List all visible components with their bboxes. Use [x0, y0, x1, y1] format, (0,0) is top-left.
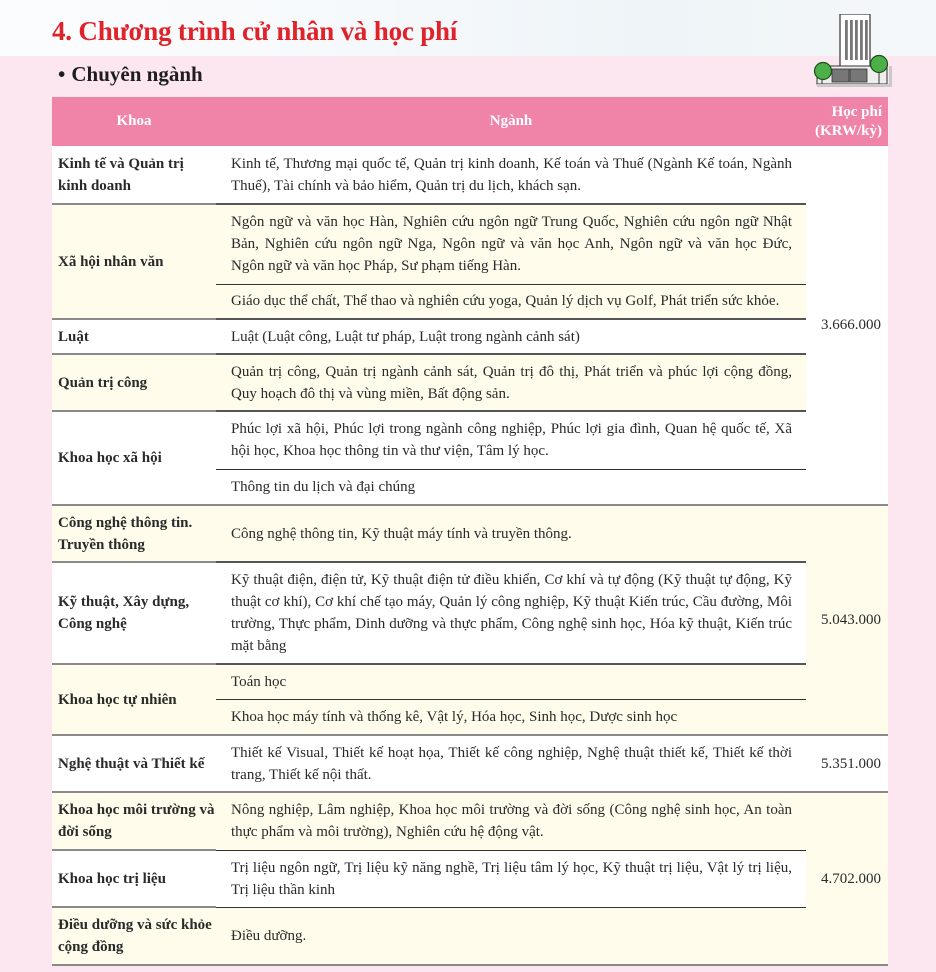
faculty-cell: Khoa học tự nhiên: [52, 664, 216, 735]
majors-fee-table: [52, 97, 888, 966]
majors-cell: Quản trị công, Quản trị ngành cảnh sát, Quản trị đô thị, Phát triển và phúc lợi cộng đồng, Quy hoạch đô thị và vùng miền, Bất động sản.: [216, 354, 806, 411]
fee-cell: 4.702.000: [806, 792, 888, 965]
table-row: [52, 319, 888, 354]
table-row: [52, 792, 888, 850]
faculty-cell: Điều dưỡng và sức khỏe cộng đồng: [52, 907, 216, 965]
header-faculty: Khoa: [52, 97, 216, 146]
building-icon: [812, 14, 892, 94]
majors-cell: Điều dưỡng.: [216, 907, 806, 965]
fee-cell: 3.666.000: [806, 146, 888, 505]
faculty-cell: Khoa học trị liệu: [52, 850, 216, 907]
faculty-cell: Khoa học môi trường và đời sống: [52, 792, 216, 850]
majors-cell: Giáo dục thể chất, Thể thao và nghiên cứu yoga, Quản lý dịch vụ Golf, Phát triển sức khỏe.: [216, 284, 806, 319]
table-row: [52, 664, 888, 699]
majors-cell: Ngôn ngữ và văn học Hàn, Nghiên cứu ngôn ngữ Trung Quốc, Nghiên cứu ngôn ngữ Nhật Bản, Nghiên cứu ngôn ngữ Nga, Ngôn ngữ và văn học Anh, Ngôn ngữ và văn học Đức, Ngôn ngữ và văn học Pháp, Sư phạm tiếng Hàn.: [216, 204, 806, 284]
table-row: [52, 411, 888, 469]
majors-cell: Toán học: [216, 664, 806, 699]
majors-cell: Phúc lợi xã hội, Phúc lợi trong ngành công nghiệp, Phúc lợi gia đình, Quan hệ quốc tế, Xã hội học, Khoa học thông tin và thư viện, Tâm lý học.: [216, 411, 806, 469]
table-header-row: [52, 97, 888, 146]
table-row: [52, 204, 888, 284]
faculty-cell: Xã hội nhân văn: [52, 204, 216, 319]
majors-cell: Trị liệu ngôn ngữ, Trị liệu kỹ năng nghề, Trị liệu tâm lý học, Kỹ thuật trị liệu, Vật lý trị liệu, Trị liệu thần kinh: [216, 850, 806, 907]
table-row: [52, 505, 888, 562]
majors-cell: Nông nghiệp, Lâm nghiệp, Khoa học môi trường và đời sống (Công nghệ sinh học, An toàn thực phẩm và môi trường), Nghiên cứu hệ động vật.: [216, 792, 806, 850]
faculty-cell: Kinh tế và Quản trị kinh doanh: [52, 146, 216, 204]
table-row: [52, 146, 888, 204]
majors-cell: Thiết kế Visual, Thiết kế hoạt họa, Thiết kế công nghiệp, Nghệ thuật thiết kế, Thiết kế thời trang, Thiết kế nội thất.: [216, 735, 806, 792]
header-majors: Ngành: [216, 97, 806, 146]
majors-cell: Công nghệ thông tin, Kỹ thuật máy tính và truyền thông.: [216, 505, 806, 562]
faculty-cell: Công nghệ thông tin. Truyền thông: [52, 505, 216, 562]
table-row: [52, 562, 888, 664]
majors-cell: Kinh tế, Thương mại quốc tế, Quản trị kinh doanh, Kế toán và Thuế (Ngành Kế toán, Ngành Thuế), Tài chính và bảo hiểm, Quản trị du lịch, khách sạn.: [216, 146, 806, 204]
header-fee: Học phí (KRW/kỳ): [806, 97, 888, 146]
majors-cell: Khoa học máy tính và thống kê, Vật lý, Hóa học, Sinh học, Dược sinh học: [216, 699, 806, 735]
bullet: •: [58, 62, 66, 86]
faculty-cell: Nghệ thuật và Thiết kế: [52, 735, 216, 792]
faculty-cell: Quản trị công: [52, 354, 216, 411]
table-row: [52, 735, 888, 792]
faculty-cell: Khoa học xã hội: [52, 411, 216, 505]
faculty-cell: Luật: [52, 319, 216, 354]
fee-cell: 5.043.000: [806, 505, 888, 735]
table-row: [52, 354, 888, 411]
majors-cell: Thông tin du lịch và đại chúng: [216, 469, 806, 505]
page-title: 4. Chương trình cử nhân và học phí: [52, 16, 458, 46]
subtitle-text: Chuyên ngành: [71, 62, 203, 86]
table-row: [52, 850, 888, 907]
section-subtitle: [58, 62, 203, 87]
fee-cell: 5.351.000: [806, 735, 888, 792]
majors-cell: Kỹ thuật điện, điện tử, Kỹ thuật điện tử điều khiển, Cơ khí và tự động (Kỹ thuật tự động, Kỹ thuật cơ khí), Cơ khí chế tạo máy, Quản lý công nghiệp, Kỹ thuật Kiến trúc, Cầu đường, Môi trường, Thực phẩm, Dinh dưỡng và thực phẩm, Công nghệ sinh học, Hóa kỹ thuật, Kiến trúc mặt bằng: [216, 562, 806, 664]
table-row: [52, 907, 888, 965]
majors-cell: Luật (Luật công, Luật tư pháp, Luật trong ngành cảnh sát): [216, 319, 806, 354]
faculty-cell: Kỹ thuật, Xây dựng, Công nghệ: [52, 562, 216, 664]
